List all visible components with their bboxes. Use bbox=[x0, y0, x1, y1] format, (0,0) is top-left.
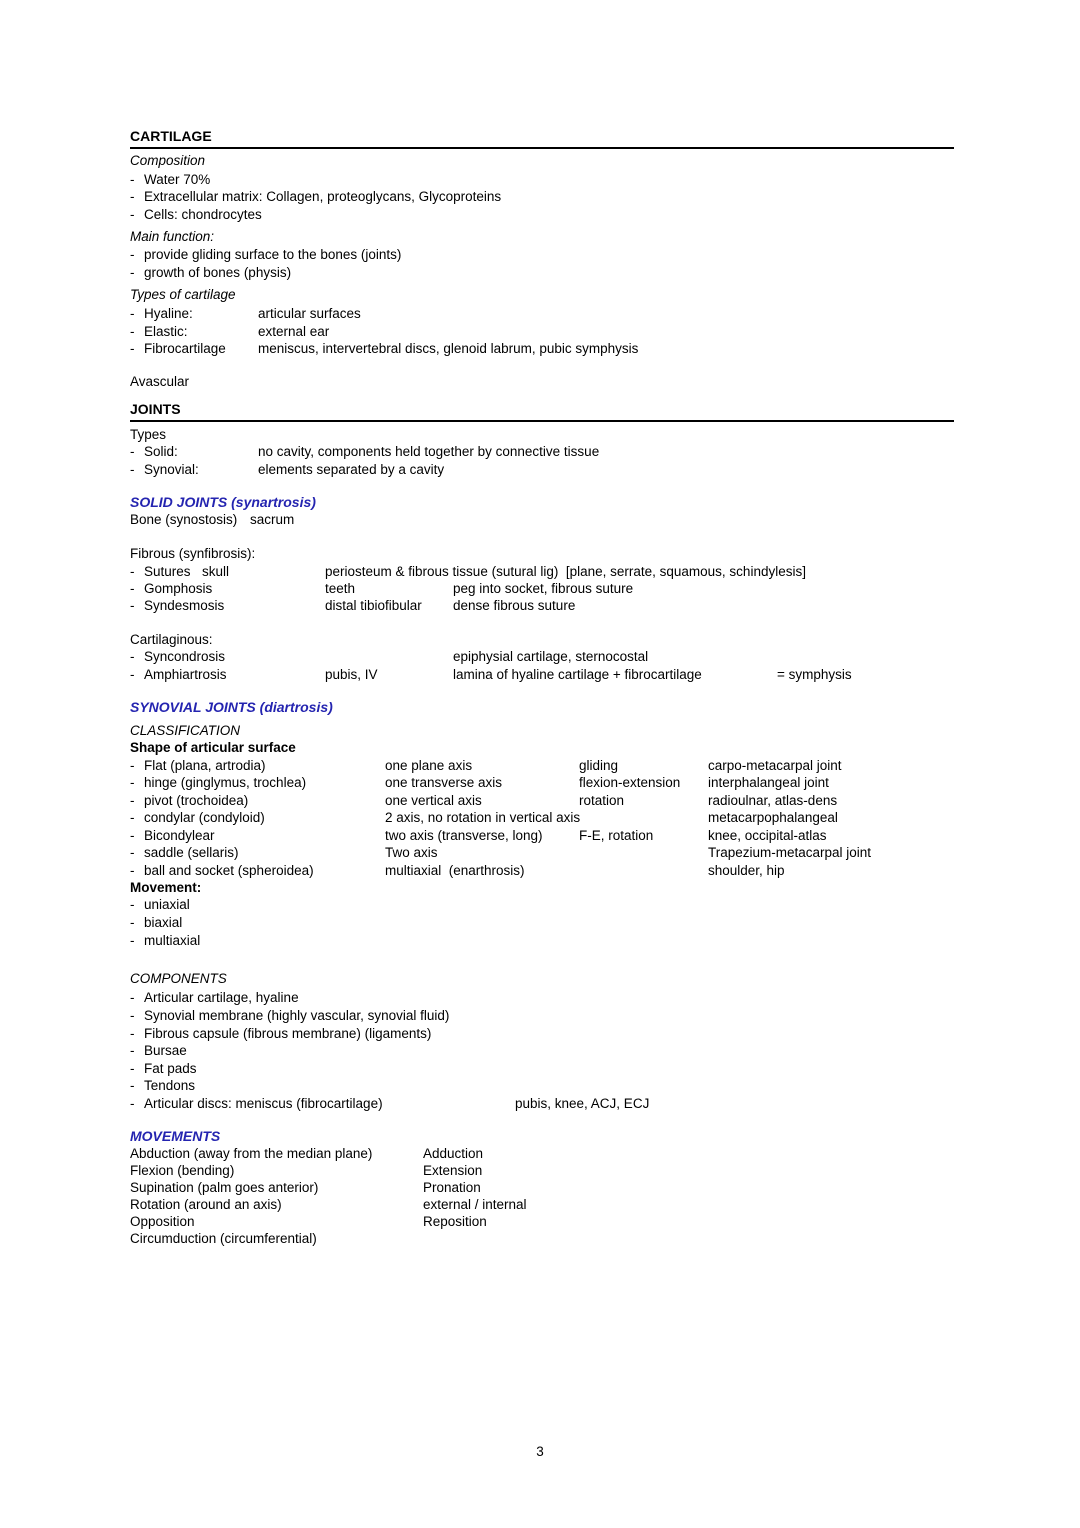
fibrous-heading bbox=[130, 545, 255, 563]
heading-text: SYNOVIAL JOINTS (diartrosis) bbox=[130, 699, 333, 715]
heading-text: SOLID JOINTS (synartrosis) bbox=[130, 494, 316, 510]
axis: Two axis bbox=[385, 845, 438, 860]
bullet-dash: - bbox=[130, 207, 135, 222]
axis: two axis (transverse, long) bbox=[385, 828, 543, 843]
cartilaginous-heading bbox=[130, 631, 213, 649]
bullet-dash: - bbox=[130, 172, 135, 187]
definition: sacrum bbox=[250, 512, 295, 527]
heading-text: Types of cartilage bbox=[130, 287, 236, 302]
movement: gliding bbox=[579, 758, 619, 773]
movement-heading bbox=[130, 879, 201, 897]
bullet-dash: - bbox=[130, 933, 135, 948]
movement-pair-row bbox=[130, 1230, 317, 1248]
term: Bone (synostosis) bbox=[130, 512, 238, 527]
heading-text: Main function: bbox=[130, 229, 215, 244]
bullet-dash: - bbox=[130, 598, 135, 613]
composition-heading bbox=[130, 152, 205, 170]
heading-text: MOVEMENTS bbox=[130, 1128, 221, 1144]
note-text: Avascular bbox=[130, 374, 190, 389]
example: teeth bbox=[325, 581, 356, 596]
bullet-dash: - bbox=[130, 1026, 135, 1041]
bullet-dash: - bbox=[130, 324, 135, 339]
movement: F-E, rotation bbox=[579, 828, 654, 843]
axis: one vertical axis bbox=[385, 793, 482, 808]
bullet-dash: - bbox=[130, 1008, 135, 1023]
movement-right: Pronation bbox=[423, 1180, 481, 1195]
bullet-dash: - bbox=[130, 897, 135, 912]
axis: 2 axis, no rotation in vertical axis bbox=[385, 810, 581, 825]
bone-row bbox=[130, 511, 295, 529]
bullet-dash: - bbox=[130, 247, 135, 262]
bullet-dash: - bbox=[130, 845, 135, 860]
components-heading bbox=[130, 970, 227, 988]
bullet-dash: - bbox=[130, 667, 135, 682]
definition: no cavity, components held together by connective tissue bbox=[258, 444, 600, 459]
bullet-dash: - bbox=[130, 306, 135, 321]
section-title-text: JOINTS bbox=[130, 401, 181, 417]
bullet-dash: - bbox=[130, 265, 135, 280]
definition: external ear bbox=[258, 324, 330, 339]
term: saddle (sellaris) bbox=[144, 845, 239, 860]
definition: periosteum & fibrous tissue (sutural lig) [plane, serrate, squamous, schindylesis] bbox=[325, 564, 806, 579]
page-number-text: 3 bbox=[536, 1444, 544, 1459]
movement-right: external / internal bbox=[423, 1197, 527, 1212]
bullet-dash: - bbox=[130, 581, 135, 596]
list-item-text: Fat pads bbox=[144, 1061, 197, 1076]
bullet-dash: - bbox=[130, 1061, 135, 1076]
movement-pair-row bbox=[130, 1145, 484, 1163]
list-item-text: Water 70% bbox=[144, 172, 211, 187]
list-item-text: Cells: chondrocytes bbox=[144, 207, 262, 222]
term: Solid: bbox=[144, 444, 178, 459]
types-of-cartilage-heading bbox=[130, 286, 236, 304]
movement-right: Reposition bbox=[423, 1214, 487, 1229]
movement-left: Flexion (bending) bbox=[130, 1163, 235, 1178]
section-rule bbox=[130, 420, 954, 422]
bullet-dash: - bbox=[130, 1096, 135, 1111]
term: pivot (trochoidea) bbox=[144, 793, 249, 808]
example: pubis, IV bbox=[325, 667, 378, 682]
example: knee, occipital-atlas bbox=[708, 828, 827, 843]
movement-right: Extension bbox=[423, 1163, 483, 1178]
axis: one plane axis bbox=[385, 758, 473, 773]
example: metacarpophalangeal bbox=[708, 810, 838, 825]
list-item-text: Bursae bbox=[144, 1043, 187, 1058]
term: Fibrocartilage bbox=[144, 341, 226, 356]
bullet-dash: - bbox=[130, 341, 135, 356]
example: Trapezium-metacarpal joint bbox=[708, 845, 872, 860]
example: carpo-metacarpal joint bbox=[708, 758, 842, 773]
section-title-cartilage bbox=[130, 128, 212, 146]
page-number bbox=[0, 1444, 1080, 1459]
example: distal tibiofibular bbox=[325, 598, 422, 613]
bullet-dash: - bbox=[130, 775, 135, 790]
movement-left: Circumduction (circumferential) bbox=[130, 1231, 317, 1246]
main-function-heading bbox=[130, 228, 214, 246]
movement-left: Rotation (around an axis) bbox=[130, 1197, 282, 1212]
bullet-dash: - bbox=[130, 1078, 135, 1093]
bullet-dash: - bbox=[130, 793, 135, 808]
term: Flat (plana, artrodia) bbox=[144, 758, 266, 773]
term: hinge (ginglymus, trochlea) bbox=[144, 775, 307, 790]
term: Bicondylear bbox=[144, 828, 215, 843]
bullet-dash: - bbox=[130, 810, 135, 825]
heading-text: Cartilaginous: bbox=[130, 632, 213, 647]
definition: peg into socket, fibrous suture bbox=[453, 581, 634, 596]
list-item-text: growth of bones (physis) bbox=[144, 265, 292, 280]
section-rule bbox=[130, 147, 954, 149]
list-item-text: Synovial membrane (highly vascular, synovial fluid) bbox=[144, 1008, 450, 1023]
term-sub: skull bbox=[202, 564, 230, 579]
movement-left: Opposition bbox=[130, 1214, 195, 1229]
solid-joints-heading bbox=[130, 494, 316, 512]
heading-text: Fibrous (synfibrosis): bbox=[130, 546, 256, 561]
list-item-text: provide gliding surface to the bones (joints) bbox=[144, 247, 402, 262]
movement-pair-row bbox=[130, 1196, 527, 1214]
example: interphalangeal joint bbox=[708, 775, 829, 790]
movements-heading bbox=[130, 1128, 220, 1146]
term: Amphiartrosis bbox=[144, 667, 227, 682]
term: Syncondrosis bbox=[144, 649, 226, 664]
example: shoulder, hip bbox=[708, 863, 785, 878]
movement-left: Abduction (away from the median plane) bbox=[130, 1146, 373, 1161]
definition: articular surfaces bbox=[258, 306, 361, 321]
bullet-dash: - bbox=[130, 758, 135, 773]
heading-text: Composition bbox=[130, 153, 206, 168]
definition: meniscus, intervertebral discs, glenoid labrum, pubic symphysis bbox=[258, 341, 639, 356]
list-item-text: uniaxial bbox=[144, 897, 190, 912]
avascular-note bbox=[130, 373, 189, 391]
heading-text: COMPONENTS bbox=[130, 971, 227, 986]
shape-heading bbox=[130, 739, 296, 757]
bullet-dash: - bbox=[130, 462, 135, 477]
term: Syndesmosis bbox=[144, 598, 225, 613]
term: Gomphosis bbox=[144, 581, 213, 596]
bullet-dash: - bbox=[130, 828, 135, 843]
definition: dense fibrous suture bbox=[453, 598, 576, 613]
axis: multiaxial (enarthrosis) bbox=[385, 863, 525, 878]
movement-pair-row bbox=[130, 1213, 487, 1231]
bullet-dash: - bbox=[130, 649, 135, 664]
bullet-dash: - bbox=[130, 1043, 135, 1058]
example: pubis, knee, ACJ, ECJ bbox=[515, 1096, 650, 1111]
list-item-text: Fibrous capsule (fibrous membrane) (ligaments) bbox=[144, 1026, 432, 1041]
movement-pair-row bbox=[130, 1162, 483, 1180]
synovial-joints-heading bbox=[130, 699, 333, 717]
bullet-dash: - bbox=[130, 990, 135, 1005]
movement-pair-row bbox=[130, 1179, 481, 1197]
axis: one transverse axis bbox=[385, 775, 503, 790]
bullet-dash: - bbox=[130, 915, 135, 930]
term: Articular discs: meniscus (fibrocartilage) bbox=[144, 1096, 383, 1111]
definition: lamina of hyaline cartilage + fibrocartilage bbox=[453, 667, 702, 682]
example: radioulnar, atlas-dens bbox=[708, 793, 838, 808]
heading-text: Shape of articular surface bbox=[130, 740, 296, 755]
section-title-text: CARTILAGE bbox=[130, 128, 212, 144]
term: Elastic: bbox=[144, 324, 188, 339]
heading-text: Types bbox=[130, 427, 167, 442]
list-item-text: Extracellular matrix: Collagen, proteoglycans, Glycoproteins bbox=[144, 189, 502, 204]
list-item-text: Tendons bbox=[144, 1078, 196, 1093]
bullet-dash: - bbox=[130, 444, 135, 459]
bullet-dash: - bbox=[130, 189, 135, 204]
movement-left: Supination (palm goes anterior) bbox=[130, 1180, 319, 1195]
term: ball and socket (spheroidea) bbox=[144, 863, 314, 878]
heading-text: Movement: bbox=[130, 880, 202, 895]
equivalence-note: = symphysis bbox=[777, 667, 852, 682]
term: Hyaline: bbox=[144, 306, 193, 321]
term: Synovial: bbox=[144, 462, 199, 477]
movement: rotation bbox=[579, 793, 625, 808]
movement: flexion-extension bbox=[579, 775, 681, 790]
definition: elements separated by a cavity bbox=[258, 462, 445, 477]
list-item-text: Articular cartilage, hyaline bbox=[144, 990, 299, 1005]
heading-text: CLASSIFICATION bbox=[130, 723, 241, 738]
term: Sutures bbox=[144, 564, 191, 579]
list-item-text: multiaxial bbox=[144, 933, 201, 948]
list-item-text: biaxial bbox=[144, 915, 183, 930]
bullet-dash: - bbox=[130, 863, 135, 878]
section-title-joints bbox=[130, 401, 181, 419]
classification-heading bbox=[130, 722, 240, 740]
bullet-dash: - bbox=[130, 564, 135, 579]
term: condylar (condyloid) bbox=[144, 810, 265, 825]
definition: epiphysial cartilage, sternocostal bbox=[453, 649, 649, 664]
joint-types-heading bbox=[130, 426, 166, 444]
movement-right: Adduction bbox=[423, 1146, 484, 1161]
